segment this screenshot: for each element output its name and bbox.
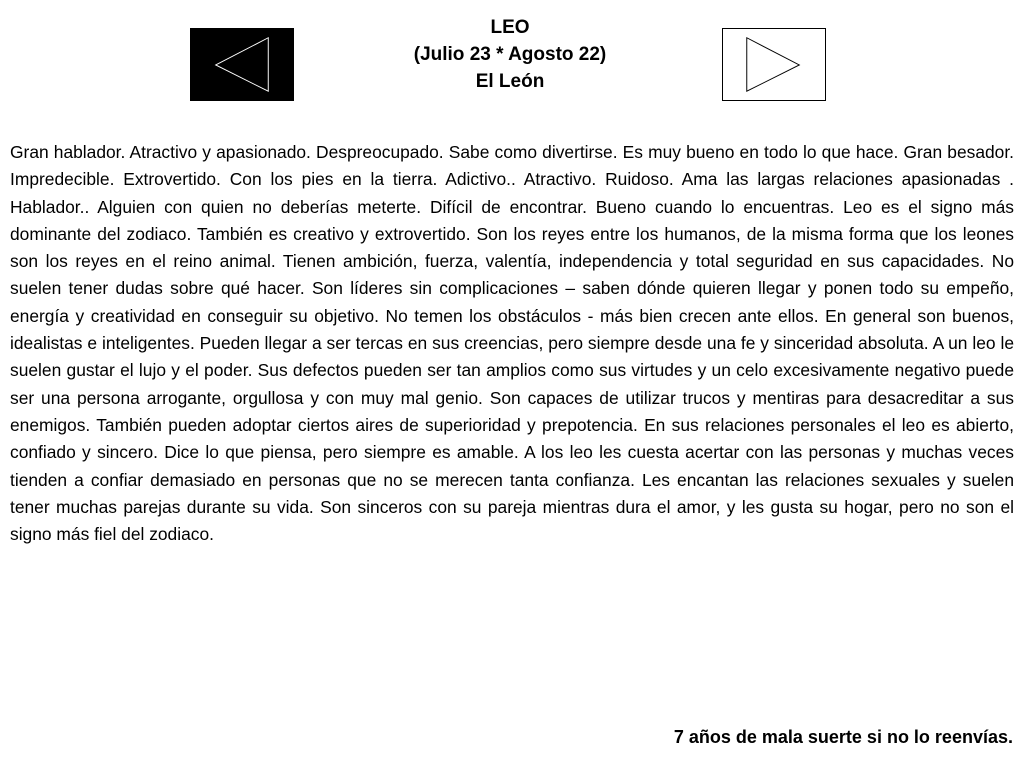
sign-dates: (Julio 23 * Agosto 22): [413, 44, 607, 65]
sign-title: LEO: [490, 17, 530, 38]
previous-button[interactable]: [190, 28, 294, 101]
sign-name: El León: [475, 71, 545, 92]
footer-note: 7 años de mala suerte si no lo reenvías.: [673, 727, 1013, 747]
triangle-right-icon: [723, 29, 825, 100]
page-header: [300, 14, 720, 95]
next-button[interactable]: [722, 28, 826, 101]
triangle-left-icon: [191, 29, 293, 100]
description-paragraph: Gran hablador. Atractivo y apasionado. Despreocupado. Sabe como divertirse. Es muy bueno en todo lo que hace. Gran besador. Impredecible. Extrovertido. Con los pies en la tierra. Adictivo.. Atractivo. Ruidoso. Ama las largas relaciones apasionadas . Hablador.. Alguien con quien no deberías meterte. Difícil de encontrar. Bueno cuando lo encuentras. Leo es el signo más dominante del zodiaco. También es creativo y extrovertido. Son los reyes entre los humanos, de la misma forma que los leones son los reyes en el reino animal. Tienen ambición, fuerza, valentía, independencia y total seguridad en sus capacidades. No suelen tener dudas sobre qué hacer. Son líderes sin complicaciones – saben dónde quieren llegar y ponen todo su empeño, energía y creatividad en conseguir su objetivo. No temen los obstáculos - más bien crecen ante ellos. En general son buenos, idealistas e inteligentes. Pueden llegar a ser tercas en sus creencias, pero siempre desde una fe y sinceridad absoluta. A un leo le suelen gustar el lujo y el poder. Sus defectos pueden ser tan amplios como sus virtudes y un celo excesivamente negativo puede ser una persona arrogante, orgullosa y con muy mal genio. Son capaces de utilizar trucos y mentiras para desacreditar a sus enemigos. También pueden adoptar ciertos aires de superioridad y prepotencia. En sus relaciones personales el leo es abierto, confiado y sincero. Dice lo que piensa, pero siempre es amable. A los leo les cuesta acertar con las personas y muchas veces tienden a confiar demasiado en personas que no se merecen tanta confianza. Les encantan las relaciones sexuales y suelen tener muchas parejas durante su vida. Son sinceros con su pareja mientras dura el amor, y les gusta su hogar, pero no son el signo más fiel del zodiaco.: [10, 142, 1014, 545]
